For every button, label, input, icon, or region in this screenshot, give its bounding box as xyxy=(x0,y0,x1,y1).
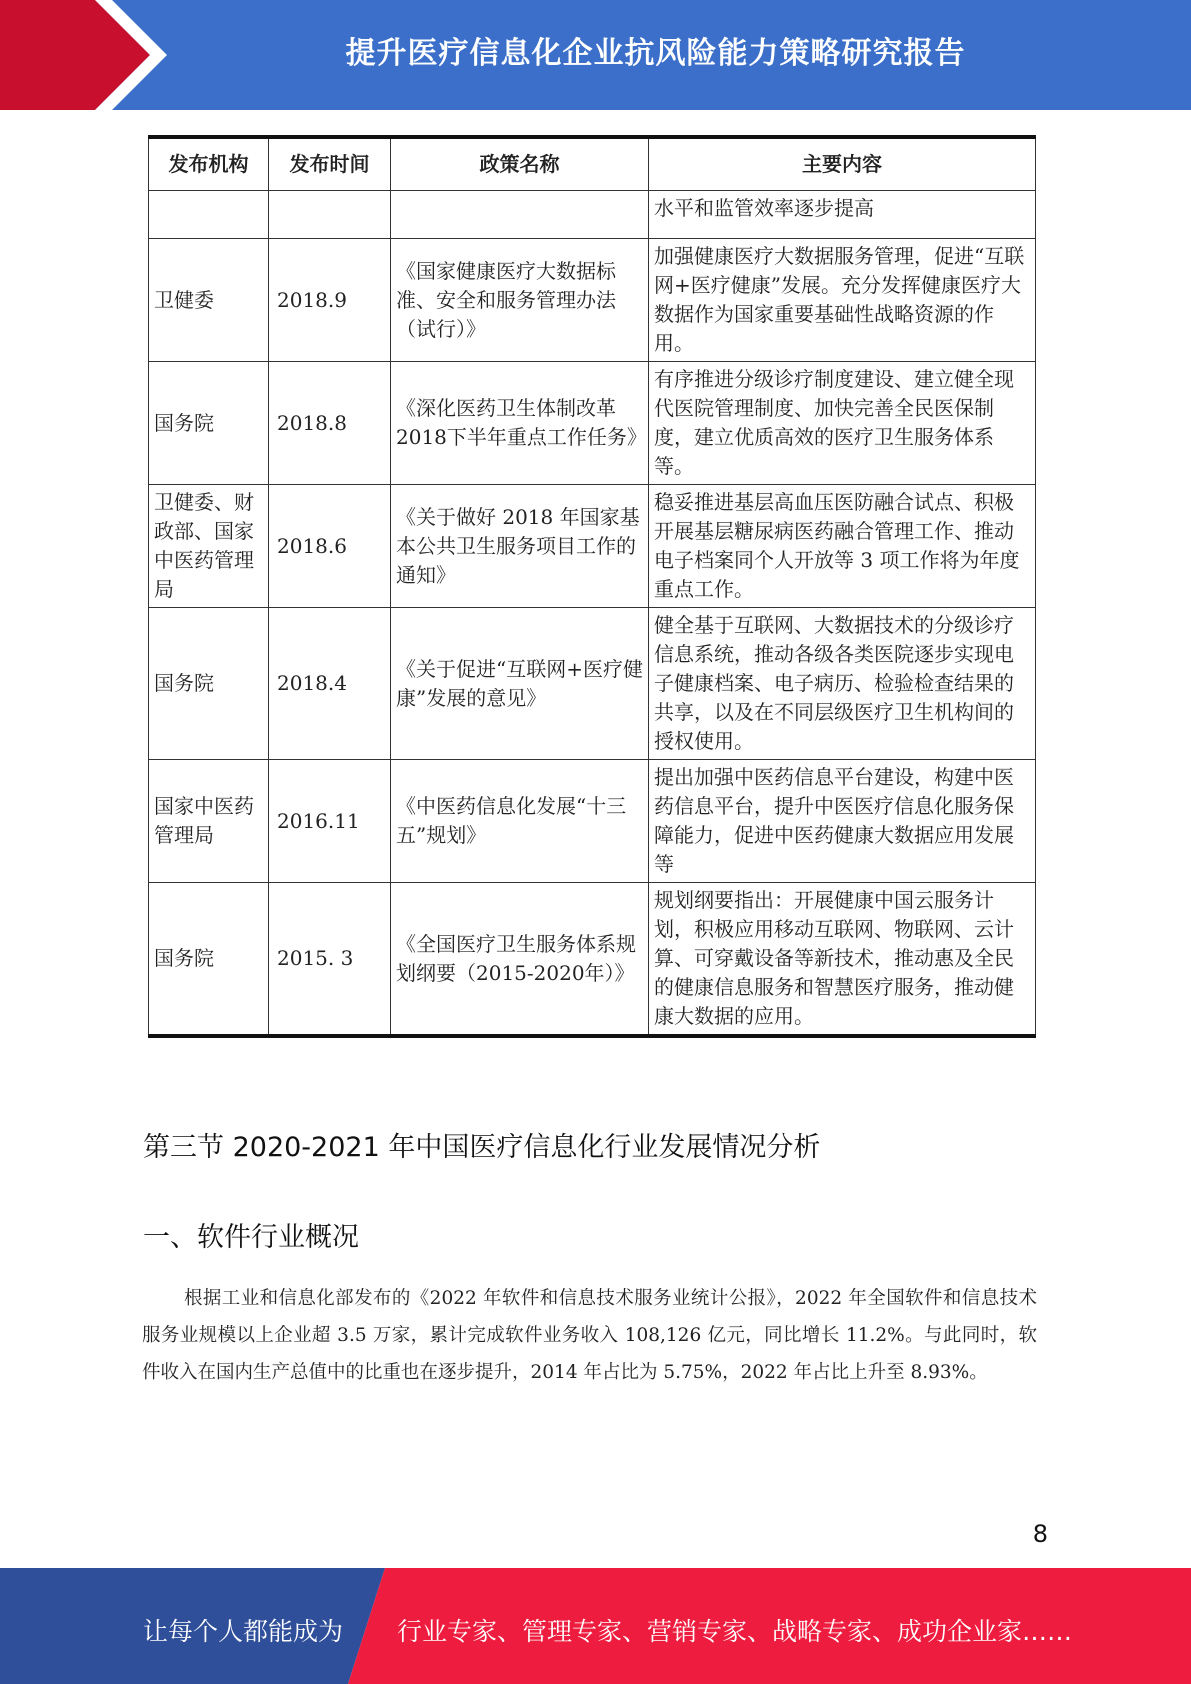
cell-org: 国务院 xyxy=(149,883,269,1037)
subsection-heading: 一、软件行业概况 xyxy=(143,1222,359,1253)
cell-content: 稳妥推进基层高血压医防融合试点、积极开展基层糖尿病医药融合管理工作、推动电子档案同个人开放等 3 项工作将为年度重点工作。 xyxy=(649,485,1036,608)
column-header: 主要内容 xyxy=(649,137,1036,191)
cell-policy: 《关于促进“互联网+医疗健康”发展的意见》 xyxy=(391,608,649,760)
header-banner xyxy=(0,0,1191,110)
footer-slogan-right: 行业专家、管理专家、营销专家、战略专家、成功企业家…… xyxy=(397,1617,1073,1646)
table-header-row xyxy=(149,137,1036,191)
cell-policy: 《中医药信息化发展“十三五”规划》 xyxy=(391,760,649,883)
cell-policy xyxy=(391,191,649,239)
cell-content: 规划纲要指出：开展健康中国云服务计划，积极应用移动互联网、物联网、云计算、可穿戴设备等新技术，推动惠及全民的健康信息服务和智慧医疗服务，推动健康大数据的应用。 xyxy=(649,883,1036,1037)
cell-org: 卫健委 xyxy=(149,239,269,362)
cell-org: 国务院 xyxy=(149,608,269,760)
table-row xyxy=(149,883,1036,1037)
cell-policy: 《深化医药卫生体制改革2018下半年重点工作任务》 xyxy=(391,362,649,485)
cell-date: 2018.8 xyxy=(269,362,391,485)
report-title: 提升医疗信息化企业抗风险能力策略研究报告 xyxy=(345,36,966,71)
cell-date: 2018.9 xyxy=(269,239,391,362)
cell-date: 2018.4 xyxy=(269,608,391,760)
cell-policy: 《国家健康医疗大数据标准、安全和服务管理办法（试行）》 xyxy=(391,239,649,362)
table-row xyxy=(149,760,1036,883)
cell-content: 加强健康医疗大数据服务管理，促进“互联网+医疗健康”发展。充分发挥健康医疗大数据作为国家重要基础性战略资源的作用。 xyxy=(649,239,1036,362)
cell-org: 国务院 xyxy=(149,362,269,485)
cell-org: 国家中医药管理局 xyxy=(149,760,269,883)
table-row xyxy=(149,362,1036,485)
cell-date: 2015. 3 xyxy=(269,883,391,1037)
cell-org xyxy=(149,191,269,239)
page-number: 8 xyxy=(1032,1520,1048,1548)
cell-content: 健全基于互联网、大数据技术的分级诊疗信息系统，推动各级各类医院逐步实现电子健康档案、电子病历、检验检查结果的共享，以及在不同层级医疗卫生机构间的授权使用。 xyxy=(649,608,1036,760)
table-row xyxy=(149,191,1036,239)
footer-banner xyxy=(0,1568,1191,1684)
cell-policy: 《关于做好 2018 年国家基本公共卫生服务项目工作的通知》 xyxy=(391,485,649,608)
cell-date xyxy=(269,191,391,239)
table-row xyxy=(149,485,1036,608)
cell-date: 2016.11 xyxy=(269,760,391,883)
footer-slogan-left: 让每个人都能成为 xyxy=(143,1617,344,1646)
section-heading: 第三节 2020-2021 年中国医疗信息化行业发展情况分析 xyxy=(143,1132,821,1163)
cell-content: 有序推进分级诊疗制度建设、建立健全现代医院管理制度、加快完善全民医保制度，建立优质高效的医疗卫生服务体系等。 xyxy=(649,362,1036,485)
policy-table xyxy=(148,135,1036,1038)
cell-content: 提出加强中医药信息平台建设，构建中医药信息平台，提升中医医疗信息化服务保障能力，促进中医药健康大数据应用发展等 xyxy=(649,760,1036,883)
cell-policy: 《全国医疗卫生服务体系规划纲要（2015-2020年）》 xyxy=(391,883,649,1037)
body-paragraph: 根据工业和信息化部发布的《2022 年软件和信息技术服务业统计公报》，2022 年全国软件和信息技术服务业规模以上企业超 3.5 万家，累计完成软件业务收入 108,126 亿元，同比增长 11.2%。与此同时，软件收入在国内生产总值中的比重也在逐步提升，2014 年占比为 5.75%，2022 年占比上升至 8.93%。 xyxy=(142,1288,1037,1383)
cell-date: 2018.6 xyxy=(269,485,391,608)
column-header: 发布时间 xyxy=(269,137,391,191)
table-row xyxy=(149,608,1036,760)
column-header: 发布机构 xyxy=(149,137,269,191)
cell-content: 水平和监管效率逐步提高 xyxy=(649,191,1036,239)
table-row xyxy=(149,239,1036,362)
cell-org: 卫健委、财政部、国家中医药管理局 xyxy=(149,485,269,608)
column-header: 政策名称 xyxy=(391,137,649,191)
